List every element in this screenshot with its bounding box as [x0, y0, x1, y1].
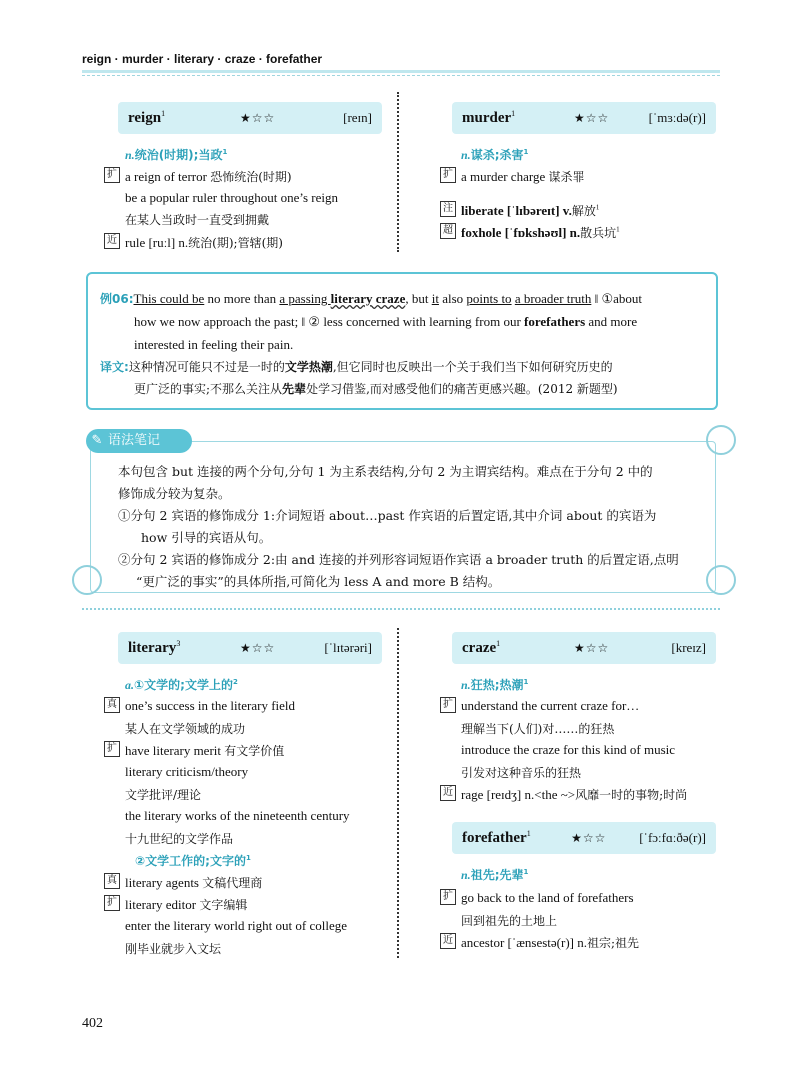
example-line: a reign of terror 恐怖统治(时期): [125, 169, 292, 184]
column-separator-top: [397, 92, 405, 252]
grammar-line: ②分句 2 宾语的修饰成分 2:由 and 连接的并列形容词短语作宾语 a broader truth 的后置定语,点明: [118, 552, 679, 567]
example-line: 文学批评/理论: [125, 788, 202, 802]
grammar-line: ①分句 2 宾语的修饰成分 1:介词短语 about…past 作宾语的后置定语,其中介词 about 的宾语为: [118, 508, 657, 523]
example-line: the literary works of the nineteenth century: [125, 808, 350, 823]
example-line: understand the current craze for…: [461, 698, 640, 713]
example-line: be a popular ruler throughout one’s reign: [125, 190, 338, 205]
entry-card-forefather: [452, 822, 716, 854]
section-separator: [82, 608, 720, 610]
example-line: literary editor 文字编辑: [125, 897, 248, 912]
example-line: 理解当下(人们)对……的狂热: [461, 722, 615, 736]
example-line: one’s success in the literary field: [125, 698, 296, 713]
ornament-icon: [706, 565, 736, 595]
example-line: literary agents 文稿代理商: [125, 875, 263, 890]
example-line: enter the literary world right out of college: [125, 918, 348, 933]
entry-card-reign: [118, 102, 382, 134]
tag-kuo: 扩: [104, 895, 120, 911]
sense: n.狂热;热潮$^1$: [461, 678, 529, 692]
header-rule-dashed: [82, 75, 720, 76]
difficulty-stars: ★☆☆: [240, 110, 276, 125]
grammar-line: “更广泛的事实”的具体所指,可简化为 less A and more B 结构。: [136, 574, 501, 589]
example-line: foxhole [ˈfɒkshəʊl] n.散兵坑$^1$: [461, 225, 620, 240]
tag-jin: 近: [440, 785, 456, 801]
example-line: 在某人当政时一直受到拥戴: [125, 213, 270, 227]
tag-kuo: 扩: [104, 741, 120, 757]
entry-card-murder: [452, 102, 716, 134]
tag-zhen: 真: [104, 697, 120, 713]
running-head: reign · murder · literary · craze · forefather: [82, 52, 323, 66]
sense: n.祖先;先辈$^1$: [461, 868, 529, 882]
example-line: 某人在文学领域的成功: [125, 722, 246, 736]
pronunciation: [ˈlɪtərəri]: [324, 640, 372, 655]
tag-kuo: 扩: [440, 697, 456, 713]
ornament-icon: [706, 425, 736, 455]
pronunciation: [reɪn]: [343, 110, 372, 125]
grammar-line: how 引导的宾语从句。: [141, 530, 272, 545]
headword: forefather$^1$: [462, 829, 531, 846]
grammar-line: 修饰成分较为复杂。: [118, 486, 231, 501]
tag-chao: 超: [440, 223, 456, 239]
headword: murder$^1$: [462, 109, 516, 126]
example-sentence-line-2: how we now approach the past; ‖ ② less concerned with learning from our forefathers and more: [134, 314, 638, 329]
grammar-line: 本句包含 but 连接的两个分句,分句 1 为主系表结构,分句 2 为主谓宾结构。难点在于分句 2 中的: [118, 464, 653, 479]
tag-jin: 近: [440, 933, 456, 949]
example-line: introduce the craze for this kind of music: [461, 742, 676, 757]
ornament-icon: [72, 565, 102, 595]
example-line: go back to the land of forefathers: [461, 890, 634, 905]
headword: literary$^3$: [128, 639, 181, 656]
difficulty-stars: ★☆☆: [571, 830, 607, 845]
sense-2: ②文学工作的;文字的$^1$: [135, 854, 251, 868]
example-line: ancestor [ˈænsestə(r)] n.祖宗;祖先: [461, 935, 640, 950]
example-line: 刚毕业就步入文坛: [125, 942, 222, 956]
tag-kuo: 扩: [440, 167, 456, 183]
translation-line-2: 更广泛的事实;不那么关注从先辈处学习借鉴,而对感受他们的痛苦更感兴趣。(2012 新题型): [134, 382, 618, 396]
difficulty-stars: ★☆☆: [574, 640, 610, 655]
tag-kuo: 扩: [440, 889, 456, 905]
example-line: a murder charge 谋杀罪: [461, 169, 585, 184]
pen-icon: ✎: [91, 433, 103, 448]
entry-card-literary: [118, 632, 382, 664]
example-line: 引发对这种音乐的狂热: [461, 766, 582, 780]
tag-zhu: 注: [440, 201, 456, 217]
grammar-note-tab: ✎ 语法笔记: [86, 429, 192, 453]
example-line: 十九世纪的文学作品: [125, 832, 234, 846]
example-line: liberate [ˈlɪbəreɪt] v.解放$^1$: [461, 203, 600, 218]
column-separator-bottom: [397, 628, 405, 958]
tag-jin: 近: [104, 233, 120, 249]
sense: a.①文学的;文学上的$^2$: [125, 678, 238, 692]
translation-label: 译文:: [100, 360, 129, 374]
tag-kuo: 扩: [104, 167, 120, 183]
example-line: 回到祖先的土地上: [461, 914, 558, 928]
example-line: rule [ruːl] n.统治(期);管辖(期): [125, 235, 283, 250]
difficulty-stars: ★☆☆: [574, 110, 610, 125]
sense: n.统治(时期);当政$^1$: [125, 148, 228, 162]
headword: reign$^1$: [128, 109, 166, 126]
tag-zhen: 真: [104, 873, 120, 889]
translation-line-1: 译文:这种情况可能只不过是一时的文学热潮,但它同时也反映出一个关于我们当下如何研究历史的: [100, 360, 613, 374]
headword: craze$^1$: [462, 639, 501, 656]
pronunciation: [ˈmɜːdə(r)]: [648, 110, 706, 125]
example-sentence-line-1: 例06:This could be no more than a passing literary craze, but it also points to a broader truth ‖ ①about: [100, 291, 643, 306]
example-label: 例06:: [100, 292, 134, 306]
pronunciation: [ˈfɔːfɑːðə(r)]: [639, 830, 706, 845]
example-line: rage [reɪdʒ] n.<the ~>风靡一时的事物;时尚: [461, 787, 688, 802]
header-rule: [82, 70, 720, 73]
example-line: literary criticism/theory: [125, 764, 249, 779]
pronunciation: [kreɪz]: [671, 640, 706, 655]
entry-card-craze: [452, 632, 716, 664]
sense: n.谋杀;杀害$^1$: [461, 148, 529, 162]
page-number: 402: [82, 1016, 103, 1031]
difficulty-stars: ★☆☆: [240, 640, 276, 655]
example-sentence-line-3: interested in feeling their pain.: [134, 337, 294, 352]
example-line: have literary merit 有文学价值: [125, 743, 285, 758]
